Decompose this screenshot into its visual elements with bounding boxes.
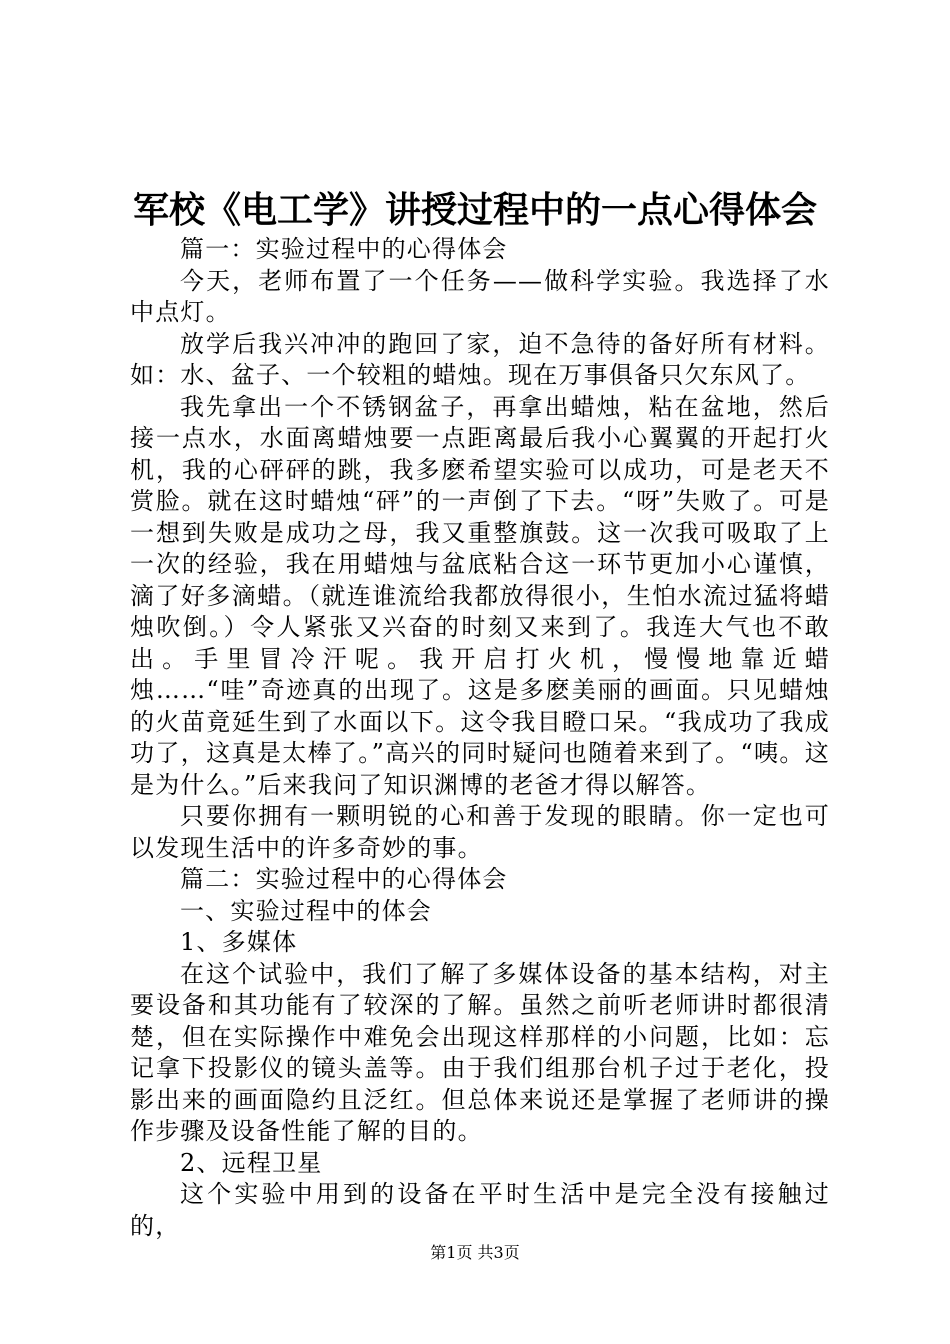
page-title: 军校《电工学》讲授过程中的一点心得体会 — [132, 189, 817, 231]
paragraph: 放学后我兴冲冲的跑回了家，迫不急待的备好所有材料。如：水、盆子、一个较粗的蜡烛。现在万事俱备只欠东风了。 — [130, 329, 830, 389]
paragraph-section-two-heading: 篇二：实验过程中的心得体会 — [180, 865, 508, 893]
paragraph: 在这个试验中，我们了解了多媒体设备的基本结构，对主要设备和其功能有了较深的了解。虽然之前听老师讲时都很清楚，但在实际操作中难免会出现这样那样的小问题，比如：忘记拿下投影仪的镜头盖等。由于我们组那台机子过于老化，投影出来的画面隐约且泛红。但总体来说还是掌握了老师讲的操作步骤及设备性能了解的目的。 — [130, 959, 830, 1145]
document-body — [130, 234, 830, 1242]
paragraph: 我先拿出一个不锈钢盆子，再拿出蜡烛，粘在盆地，然后接一点水，水面离蜡烛要一点距离最后我小心翼翼的开起打火机，我的心砰砰的跳，我多麽希望实验可以成功，可是老天不赏脸。就在这时蜡烛“砰”的一声倒了下去。“呀”失败了。可是一想到失败是成功之母，我又重整旗鼓。这一次我可吸取了上一次的经验，我在用蜡烛与盆底粘合这一环节更加小心谨慎，滴了好多滴蜡。（就连谁流给我都放得很小，生怕水流过猛将蜡烛吹倒。）令人紧张又兴奋的时刻又来到了。我连大气也不敢出。手里冒冷汗呢。我开启打火机，慢慢地靠近蜡烛……“哇”奇迹真的出现了。这是多麽美丽的画面。只见蜡烛的火苗竟延生到了水面以下。这令我目瞪口呆。“我成功了我成功了，这真是太棒了。”高兴的同时疑问也随着来到了。“咦。这是为什么。”后来我问了知识渊博的老爸才得以解答。 — [130, 392, 830, 799]
paragraph: 只要你拥有一颗明锐的心和善于发现的眼睛。你一定也可以发现生活中的许多奇妙的事。 — [130, 802, 830, 862]
paragraph-subheading: 一、实验过程中的体会 — [180, 896, 432, 925]
paragraph-section-one-heading: 篇一：实验过程中的心得体会 — [180, 235, 508, 263]
paragraph-subheading: 2、远程卫星 — [180, 1148, 323, 1177]
paragraph: 这个实验中用到的设备在平时生活中是完全没有接触过的， — [130, 1180, 830, 1240]
paragraph: 今天，老师布置了一个任务——做科学实验。我选择了水中点灯。 — [130, 266, 830, 326]
page-footer: 第1页 共3页 — [430, 1243, 520, 1262]
paragraph-subheading: 1、多媒体 — [180, 928, 298, 956]
